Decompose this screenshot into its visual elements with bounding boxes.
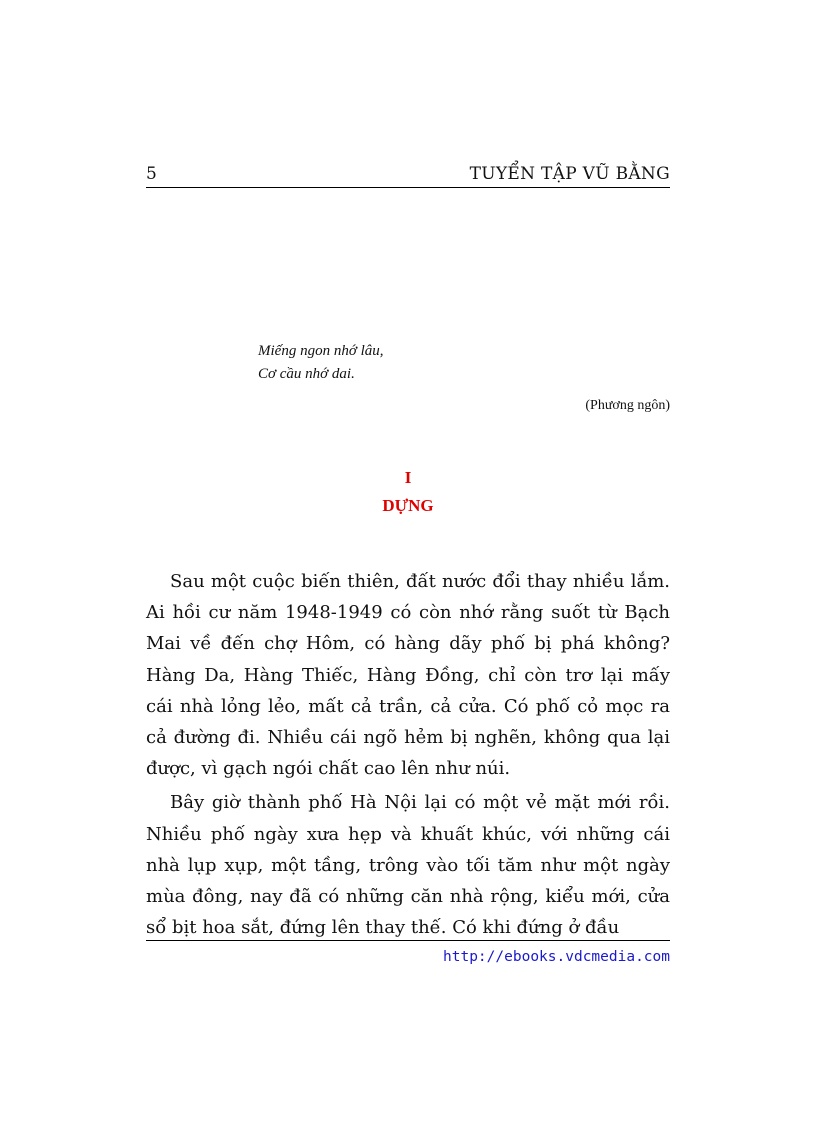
footer-link[interactable]: http://ebooks.vdcmedia.com [443, 949, 670, 965]
body-paragraph: Sau một cuộc biến thiên, đất nước đổi thay nhiều lắm. Ai hồi cư năm 1948-1949 có còn nhớ rằng suốt từ Bạch Mai về đến chợ Hôm, có hàng dãy phố bị phá không? Hàng Da, Hàng Thiếc, Hàng Đồng, chỉ còn trơ lại mấy cái nhà lỏng lẻo, mất cả trần, cả cửa. Có phố cỏ mọc ra cả đường đi. Nhiều cái ngõ hẻm bị nghẽn, không qua lại được, vì gạch ngói chất cao lên như núi. [146, 571, 670, 780]
body-text [146, 566, 670, 946]
book-title: TUYỂN TẬP VŨ BẰNG [469, 164, 670, 184]
body-paragraph: Bây giờ thành phố Hà Nội lại có một vẻ mặt mới rồi. Nhiều phố ngày xưa hẹp và khuất khúc, với những cái nhà lụp xụp, một tầng, trông vào tối tăm như một ngày mùa đông, nay đã có những căn nhà rộng, kiểu mới, cửa sổ bịt hoa sắt, đứng lên thay thế. Có khi đứng ở đầu [146, 792, 670, 939]
chapter-number: I [404, 468, 412, 487]
epigraph-source: (Phương ngôn) [585, 398, 670, 413]
header-rule [146, 187, 670, 188]
page-number: 5 [146, 164, 157, 184]
epigraph-line: Miếng ngon nhớ lâu, [258, 343, 384, 359]
epigraph-line: Cơ cầu nhớ dai. [258, 366, 355, 382]
footer-rule [146, 940, 670, 941]
epigraph [258, 340, 384, 386]
chapter-title: DỰNG [382, 496, 434, 515]
